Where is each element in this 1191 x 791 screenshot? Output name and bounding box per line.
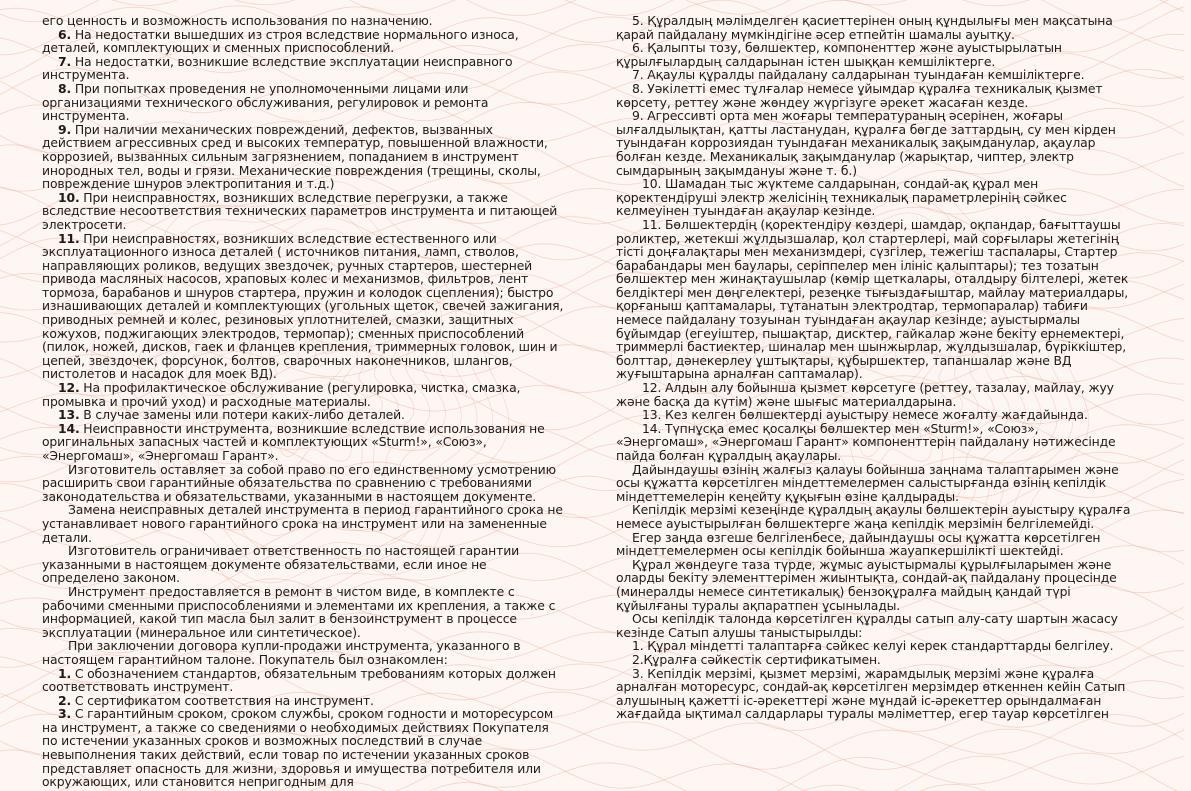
paragraph-text: 1. Құрал міндетті талаптарға сәйкес келуі керек стандарттарды белгілеу. bbox=[632, 638, 1114, 654]
paragraph-number: 1. bbox=[58, 665, 72, 681]
kazakh-text-column bbox=[616, 14, 1132, 721]
paragraph-text: При наличии механических повреждений, дефектов, вызванных действием агрессивных сред и высоких температур, повышенной влажности, коррозией, вызванных сильным загрязнением, попаданием в инструмент инородных тел, воды и грязи. Механические повреждения (трещины, сколы, повреждение шнуров электропитания и т.д.) bbox=[42, 121, 548, 192]
paragraph-text: 14. Түпнұсқа емес қосалқы бөлшектер мен «Sturm!», «Союз», «Энергомаш», «Энергомаш Гарант» компоненттерін пайдалану нәтижесінде пайда болған құралдың ақаулары. bbox=[616, 420, 1116, 463]
right-paragraph bbox=[616, 381, 1132, 408]
left-paragraph bbox=[42, 707, 564, 789]
right-paragraph bbox=[616, 503, 1132, 530]
right-paragraph bbox=[616, 408, 1132, 422]
paragraph-number: 7. bbox=[58, 53, 72, 69]
right-paragraph bbox=[616, 612, 1132, 639]
left-paragraph bbox=[42, 667, 564, 694]
paragraph-number: 10. bbox=[58, 189, 80, 205]
left-paragraph bbox=[42, 503, 564, 544]
paragraph-number: 14. bbox=[58, 420, 80, 436]
left-paragraph bbox=[42, 463, 564, 504]
left-paragraph bbox=[42, 639, 564, 666]
right-paragraph bbox=[616, 531, 1132, 558]
paragraph-number: 12. bbox=[58, 380, 80, 396]
paragraph-number: 8. bbox=[58, 80, 72, 96]
paragraph-text: 12. Алдын алу бойынша қызмет көрсетуге (реттеу, тазалау, майлау, жуу және басқа да күтім) және шығыс материалдарына. bbox=[616, 380, 1114, 409]
paragraph-text: С гарантийным сроком, сроком службы, сроком годности и моторесурсом на инструмент, а также со сведениями о необходимых действиях Покупателя по истечении указанных сроков и возможных последствий в случае невыполнения таких действий, если товар по истечении указанных сроков представляет опасность для жизни, здоровья и имущества потребителя или окружающих, или становится непригодным для bbox=[42, 706, 554, 790]
right-paragraph bbox=[616, 68, 1132, 82]
paragraph-text: 6. Қалыпты тозу, бөлшектер, компоненттер және ауыстырылатын құрылғылардың салдарынан істен шыққан кемшіліктерге. bbox=[616, 40, 1062, 69]
paragraph-text: При заключении договора купли-продажи инструмента, указанного в настоящем гарантийном талоне. Покупатель был ознакомлен: bbox=[42, 638, 521, 667]
paragraph-text: 13. Кез келген бөлшектерді ауыстыру немесе жоғалту жағдайында. bbox=[642, 407, 1088, 423]
paragraph-text: При неисправностях, возникших вследствие естественного или эксплуатационного износа деталей ( источников питания, ламп, стволов, направляющих роликов, ведущих звездочек, ручных стартеров, шестерней привода масляных насосов, храповых колес и механизмов, фильтров, лент тормоза, барабанов и шнуров стартера, пружин и колодок сцепления); быстро изнашивающих деталей и комплектующих (угольных щеток, свечей зажигания, приводных ремней и колес, резиновых уплотнителей, смазки, защитных кожухов, поджигающих электродов, термопар); сменных приспособлений (пилок, ножей, дисков, гаек и фланцев крепления, триммерных головок, шин и цепей, звездочек, форсунок, болтов, сварочных наконечников, шлангов, пистолетов и насадок для моек ВД). bbox=[42, 230, 564, 382]
left-paragraph bbox=[42, 82, 564, 123]
left-paragraph bbox=[42, 28, 564, 55]
right-paragraph bbox=[616, 463, 1132, 504]
paragraph-text: 3. Кепілдік мерзімі, қызмет мерзімі, жарамдылық мерзімі және құралға арналған моторесурс, сондай-ақ көрсетілген мерзімдер өткеннен кейін Сатып алушының қажетті іс-әрекеттері және мұндай іс-әрекеттер орындалмаған жағдайда ықтимал салдарлары туралы мәліметтер, егер тауар көрсетілген bbox=[616, 665, 1126, 722]
paragraph-text: Изготовитель оставляет за собой право по его единственному усмотрению расширить свои гарантийные обязательства по сравнению с требованиями законодательства и обязательствами, указанными в настоящем документе. bbox=[42, 461, 556, 504]
left-paragraph bbox=[42, 123, 564, 191]
right-paragraph bbox=[616, 422, 1132, 463]
paragraph-text: На недостатки вышедших из строя вследствие нормального износа, деталей, комплектующих и сменных приспособлений. bbox=[42, 26, 519, 56]
paragraph-text: Егер заңда өзгеше белгіленбесе, дайындаушы осы құжатта көрсетілген міндеттемелермен осы кепілдік бойынша жауапкершілікті шектейді. bbox=[616, 529, 1101, 559]
paragraph-text: Осы кепілдік талонда көрсетілген құралды сатып алу-сату шартын жасасу кезінде Сатып алушы таныстырылды: bbox=[616, 611, 1118, 640]
paragraph-text: 8. Уәкілетті емес тұлғалар немесе ұйымдар құралға техникалық қызмет көрсету, реттеу және жөндеу жүргізуге әрекет жасаған кезде. bbox=[616, 80, 1103, 110]
right-paragraph bbox=[616, 41, 1132, 68]
paragraph-number: 2. bbox=[58, 692, 72, 708]
right-paragraph bbox=[616, 218, 1132, 381]
paragraph-text: 9. Агрессивті орта мен жоғары температураның әсерінен, жоғары ылғалдылықтан, қатты ластанудан, құралға бөгде заттардың, су мен кірден туындаған коррозиядан туындаған механикалық зақымданулар, ақаулар болған кезде. Механикалық зақымданулар (жарықтар, чиптер, электр сымдарының зақымдануы және т. б.) bbox=[616, 108, 1116, 178]
paragraph-text: С обозначением стандартов, обязательным требованиям которых должен соответствовать инструмент. bbox=[42, 665, 556, 695]
paragraph-number: 11. bbox=[58, 230, 80, 246]
left-paragraph bbox=[42, 544, 564, 585]
paragraph-text: 2.Құралға сәйкестік сертификатымен. bbox=[632, 651, 881, 667]
russian-text-column bbox=[42, 14, 564, 789]
left-paragraph bbox=[42, 191, 564, 232]
right-paragraph bbox=[616, 639, 1132, 653]
paragraph-text: При попытках проведения не уполномоченными лицами или организациями технического обслуживания, регулировок и ремонта инструмента. bbox=[42, 80, 489, 124]
paragraph-text: Құрал жөндеуге таза түрде, жұмыс ауыстырмалы құрылғыларымен және оларды бекіту элементтерімен жиынтықта, сондай-ақ пайдалану процесінде (минералды немесе синтетикалық) бензоқұралға майдың қандай түрі құйылғаны туралы ақпаратпен ұсынылады. bbox=[616, 556, 1117, 613]
paragraph-text: С сертификатом соответствия на инструмент. bbox=[71, 692, 374, 708]
right-paragraph bbox=[616, 667, 1132, 721]
left-paragraph bbox=[42, 408, 564, 422]
paragraph-number: 3. bbox=[58, 706, 72, 722]
left-paragraph bbox=[42, 232, 564, 382]
paragraph-text: 11. Бөлшектердің (қоректендіру көздері, шамдар, оқпандар, бағыттаушы роликтер, жетекші жұлдызшалар, қол стартерлері, май сорғылары жетегінің тісті доңғалақтары мен механизмдері, сүзгілер, тежегіш таспалары, Стартер барабандары мен баулары, серіппелер мен ілініс қалыптары); тез тозатын бөлшектер мен жинақтаушылар (көмір щеткалары, оталдыру білтелері, жетек белдіктері мен дөңгелектері, резеңке тығыздағыштар, майлау материалдары, қорғаныш қаптамалары, тұтанатын электродтар, термопаралар) табиғи немесе пайдалану тозуынан туындаған ақаулар кезінде; ауыстырмалы бұйымдар (егеуіштер, пышақтар, дисктер, гайкалар және бекіту ернемектері, триммерлі бастиектер, шиналар мен шынжырлар, жұлдызшалар, бүріккіштер, болттар, дәнекерлеу ұштықтары, құбыршектер, тапаншалар және ВД жуғыштарына арналған саптамалар). bbox=[616, 216, 1129, 382]
left-paragraph bbox=[42, 694, 564, 708]
paragraph-text: Дайындаушы өзінің жалғыз қалауы бойынша заңнама талаптарымен және осы құжатта көрсетілген міндеттемелермен салыстырғанда өзінің кепілдік міндеттемелерін кеңейту құқығын өзіне қалдырады. bbox=[616, 461, 1119, 504]
left-paragraph bbox=[42, 585, 564, 639]
paragraph-text: Инструмент предоставляется в ремонт в чистом виде, в комплекте с рабочими сменными приспособлениями и элементами их крепления, а также с информацией, какой тип масла был залит в бензоинструмент в процессе эксплуатации (минеральное или синтетическое). bbox=[42, 583, 556, 640]
left-paragraph bbox=[42, 422, 564, 463]
paragraph-text: Кепілдік мерзімі кезеңінде құралдың ақаулы бөлшектерін ауыстыру құралға немесе ауыстырылған бөлшектерге жаңа кепілдік мерзімін белгілемейді. bbox=[616, 502, 1131, 531]
right-paragraph bbox=[616, 558, 1132, 612]
right-paragraph bbox=[616, 653, 1132, 667]
right-paragraph bbox=[616, 82, 1132, 109]
paragraph-text: При неисправностях, возникших вследствие перегрузки, а также вследствие несоответствия технических параметров инструмента и питающей электросети. bbox=[42, 189, 558, 232]
paragraph-text: Замена неисправных деталей инструмента в период гарантийного срока не устанавливает нового гарантийного срока на инструмент или на замененные детали. bbox=[42, 502, 563, 545]
paragraph-text: Неисправности инструмента, возникшие вследствие использования не оригинальных запасных частей и комплектующих «Sturm!», «Союз», «Энергомаш», «Энергомаш Гарант». bbox=[42, 420, 545, 463]
paragraph-text: В случае замены или потери каких-либо деталей. bbox=[79, 407, 405, 423]
paragraph-text: На профилактическое обслуживание (регулировка, чистка, смазка, промывка и прочий уход) и расходные материалы. bbox=[42, 380, 521, 409]
paragraph-text: его ценность и возможность использования по назначению. bbox=[42, 13, 433, 28]
right-paragraph bbox=[616, 109, 1132, 177]
right-paragraph bbox=[616, 177, 1132, 218]
left-paragraph bbox=[42, 381, 564, 408]
paragraph-number: 9. bbox=[58, 121, 72, 137]
paragraph-number: 6. bbox=[58, 26, 72, 42]
paragraph-text: Изготовитель ограничивает ответственность по настоящей гарантии указанными в настоящем документе обязательствами, если иное не определено законом. bbox=[42, 543, 520, 586]
paragraph-text: На недостатки, возникшие вследствие эксплуатации неисправного инструмента. bbox=[42, 53, 513, 83]
paragraph-number: 13. bbox=[58, 407, 80, 423]
right-paragraph bbox=[616, 14, 1132, 41]
left-paragraph bbox=[42, 55, 564, 82]
paragraph-text: 5. Құралдың мәлімделген қасиеттерінен оның құндылығы мен мақсатына қарай пайдалану мүмкіндігіне әсер етпейтін шамалы ауытқу. bbox=[616, 13, 1113, 42]
paragraph-text: 7. Ақаулы құралды пайдалану салдарынан туындаған кемшіліктерге. bbox=[632, 67, 1085, 83]
left-paragraph bbox=[42, 14, 564, 28]
paragraph-text: 10. Шамадан тыс жүктеме салдарынан, сондай-ақ құрал мен қоректендіруші электр желісінің техникалық параметрлерінің сәйкес келмеуінен туындаған ақаулар кезінде. bbox=[616, 176, 1067, 219]
